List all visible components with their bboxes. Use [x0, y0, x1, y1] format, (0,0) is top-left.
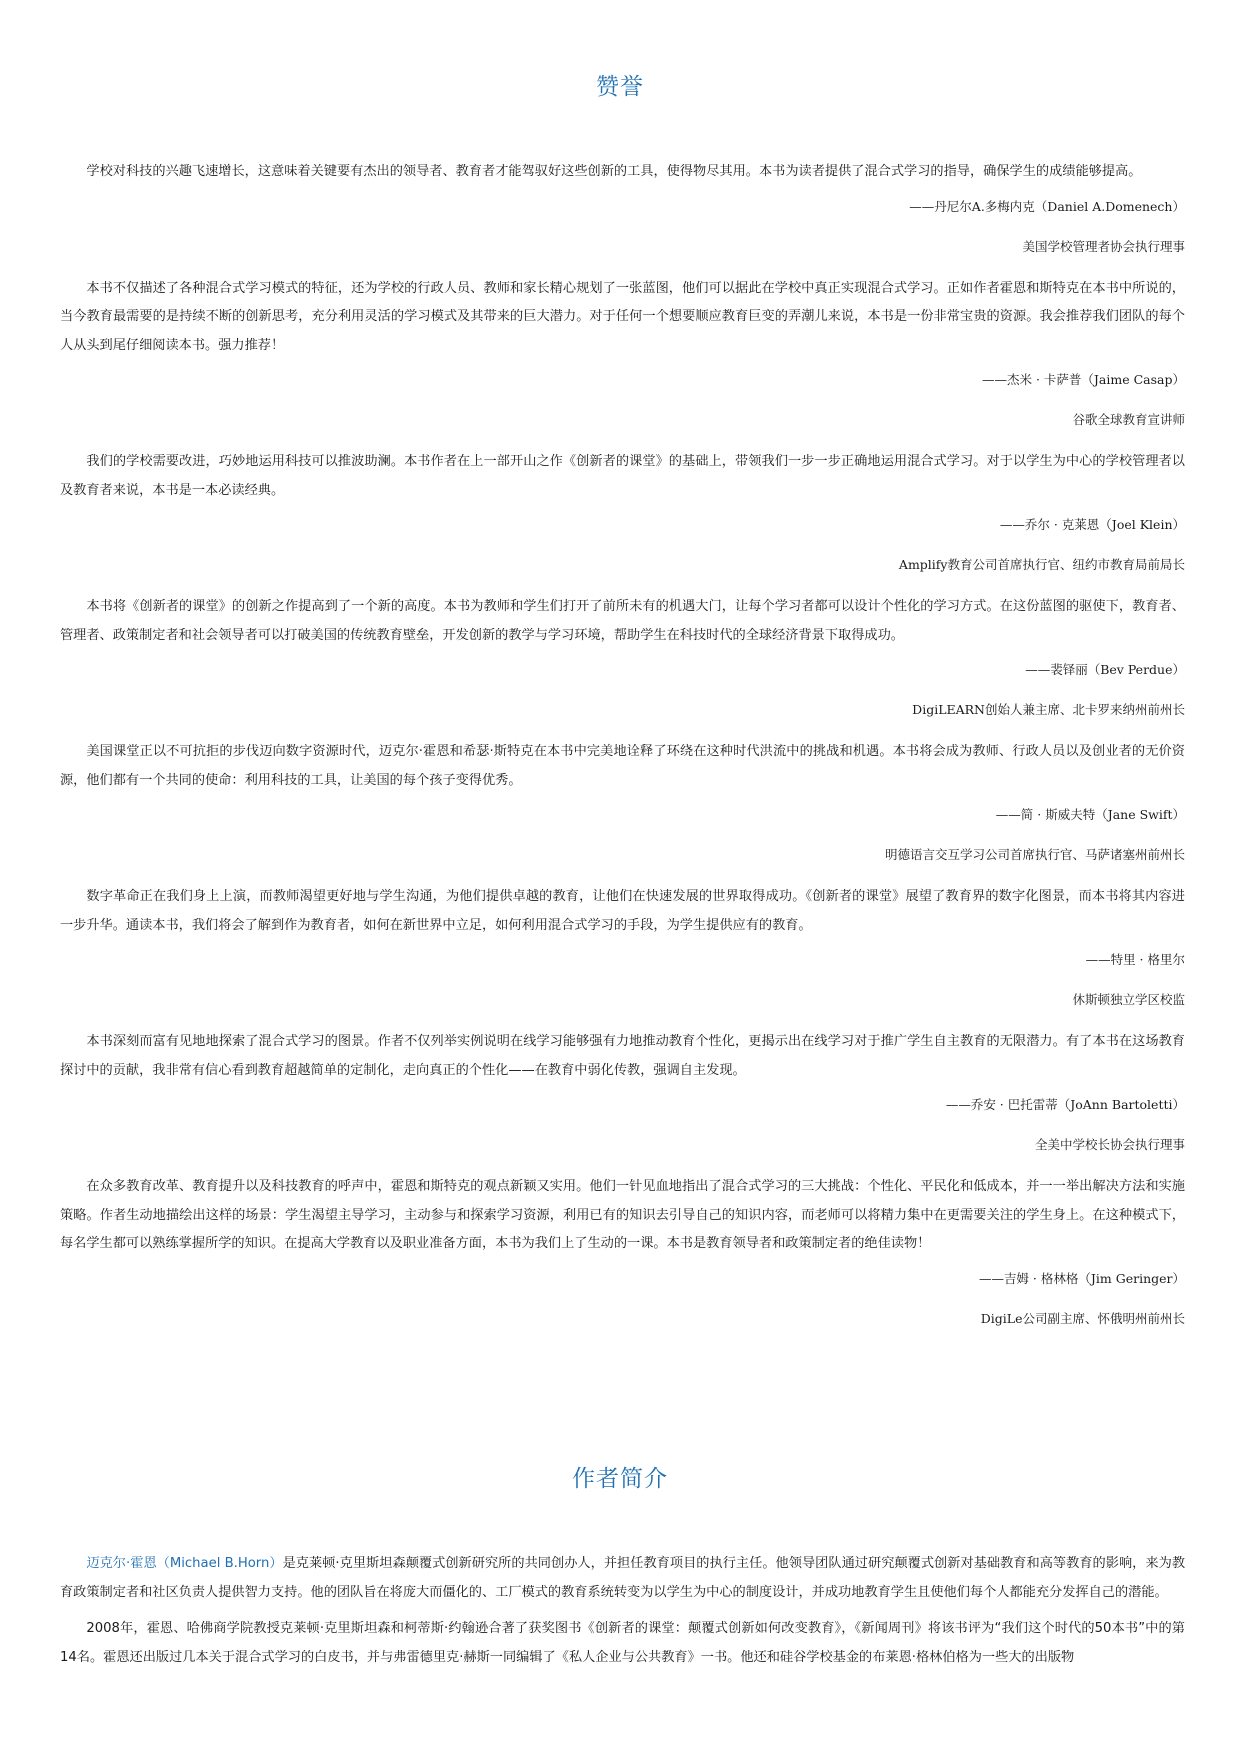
praise-author: ——裴铎丽（Bev Perdue）	[1025, 662, 1185, 677]
praise-quote: 学校对科技的兴趣飞速增长，这意味着关键要有杰出的领导者、教育者才能驾驭好这些创新的工具，使得物尽其用。本书为读者提供了混合式学习的指导，确保学生的成绩能够提高。	[86, 164, 1142, 179]
praise-author: ——杰米 · 卡萨普（Jaime Casap）	[982, 372, 1185, 387]
praise-role: 全美中学校长协会执行理事	[1034, 1137, 1185, 1152]
praise-author: ——简 · 斯威夫特（Jane Swift）	[995, 807, 1185, 822]
praise-role: 谷歌全球教育宣讲师	[1072, 412, 1185, 427]
author-paragraph: 2008年，霍恩、哈佛商学院教授克莱顿·克里斯坦森和柯蒂斯·约翰逊合著了获奖图书《创新者的课堂：颠覆式创新如何改变教育》，《新闻周刊》将该书评为“我们这个时代的50本书”中的第14名。霍恩还出版过几本关于混合式学习的白皮书，并与弗雷德里克·赫斯一同编辑了《私人企业与公共教育》一书。他还和硅谷学校基金的布莱恩·格林伯格为一些大的出版物	[60, 1621, 1185, 1665]
author-paragraph-text: 是克莱顿·克里斯坦森颠覆式创新研究所的共同创办人，并担任教育项目的执行主任。他领导团队通过研究颠覆式创新对基础教育和高等教育的影响，来为教育政策制定者和社区负责人提供智力支持。他的团队旨在将庞大而僵化的、工厂模式的教育系统转变为以学生为中心的制度设计，并成功地教育学生且使他们每个人都能充分发挥自己的潜能。	[60, 1556, 1186, 1600]
praise-role: DigiLe公司副主席、怀俄明州前州长	[980, 1310, 1185, 1326]
praise-quote: 本书深刻而富有见地地探索了混合式学习的图景。作者不仅列举实例说明在线学习能够强有力地推动教育个性化，更揭示出在线学习对于推广学生自主教育的无限潜力。有了本书在这场教育探讨中的贡献，我非常有信心看到教育超越简单的定制化，走向真正的个性化——在教育中弱化传教，强调自主发现。	[60, 1034, 1185, 1078]
praise-quote: 在众多教育改革、教育提升以及科技教育的呼声中，霍恩和斯特克的观点新颖又实用。他们一针见血地指出了混合式学习的三大挑战：个性化、平民化和低成本，并一一举出解决方法和实施策略。作者生动地描绘出这样的场景：学生渴望主导学习，主动参与和探索学习资源，利用已有的知识去引导自己的知识内容，而老师可以将精力集中在更需要关注的学生身上。在这种模式下，每名学生都可以熟练掌握所学的知识。在提高大学教育以及职业准备方面，本书为我们上了生动的一课。本书是教育领导者和政策制定者的绝佳读物！	[60, 1179, 1185, 1251]
author-section-title: 作者简介	[572, 1466, 668, 1492]
praise-role: 明德语言交互学习公司首席执行官、马萨诸塞州前州长	[884, 847, 1185, 862]
author-intro-body	[60, 1550, 1185, 1672]
praise-quote: 我们的学校需要改进，巧妙地运用科技可以推波助澜。本书作者在上一部开山之作《创新者的课堂》的基础上，带领我们一步一步正确地运用混合式学习。对于以学生为中心的学校管理者以及教育者来说，本书是一本必读经典。	[60, 454, 1185, 498]
praise-role: Amplify教育公司首席执行官、纽约市教育局前局长	[898, 557, 1185, 572]
praise-quote: 本书不仅描述了各种混合式学习模式的特征，还为学校的行政人员、教师和家长精心规划了一张蓝图，他们可以据此在学校中真正实现混合式学习。正如作者霍恩和斯特克在本书中所说的，当今教育最需要的是持续不断的创新思考，充分利用灵活的学习模式及其带来的巨大潜力。对于任何一个想要顺应教育巨变的弄潮儿来说，本书是一份非常宝贵的资源。我会推荐我们团队的每个人从头到尾仔细阅读本书。强力推荐！	[60, 280, 1185, 353]
praise-author: ——特里 · 格里尔	[1085, 952, 1185, 967]
author-name-link[interactable]: 迈克尔·霍恩（Michael B.Horn）	[86, 1556, 283, 1571]
praise-quote: 数字革命正在我们身上上演，而教师渴望更好地与学生沟通，为他们提供卓越的教育，让他们在快速发展的世界取得成功。《创新者的课堂》展望了教育界的数字化图景，而本书将其内容进一步升华。通读本书，我们将会了解到作为教育者，如何在新世界中立足，如何利用混合式学习的手段，为学生提供应有的教育。	[60, 889, 1185, 933]
praise-quote: 美国课堂正以不可抗拒的步伐迈向数字资源时代，迈克尔·霍恩和希瑟·斯特克在本书中完美地诠释了环绕在这种时代洪流中的挑战和机遇。本书将会成为教师、行政人员以及创业者的无价资源，他们都有一个共同的使命：利用科技的工具，让美国的每个孩子变得优秀。	[60, 744, 1185, 788]
praise-author: ——乔尔 · 克莱恩（Joel Klein）	[999, 517, 1185, 532]
praise-author: ——乔安 · 巴托雷蒂（JoAnn Bartoletti）	[945, 1097, 1185, 1112]
praise-section-title: 赞誉	[596, 74, 644, 100]
praise-quote: 本书将《创新者的课堂》的创新之作提高到了一个新的高度。本书为教师和学生们打开了前所未有的机遇大门，让每个学习者都可以设计个性化的学习方式。在这份蓝图的驱使下，教育者、管理者、政策制定者和社会领导者可以打破美国的传统教育壁垒，开发创新的教学与学习环境，帮助学生在科技时代的全球经济背景下取得成功。	[60, 599, 1185, 643]
praise-list	[60, 158, 1185, 1339]
praise-author: ——丹尼尔A.多梅内克（Daniel A.Domenech）	[909, 198, 1185, 214]
praise-author: ——吉姆 · 格林格（Jim Geringer）	[978, 1270, 1185, 1286]
praise-role: 美国学校管理者协会执行理事	[1022, 238, 1185, 254]
praise-role: 休斯顿独立学区校监	[1072, 992, 1185, 1007]
author-paragraph	[60, 1550, 1185, 1607]
praise-role: DigiLEARN创始人兼主席、北卡罗来纳州前州长	[912, 702, 1185, 717]
